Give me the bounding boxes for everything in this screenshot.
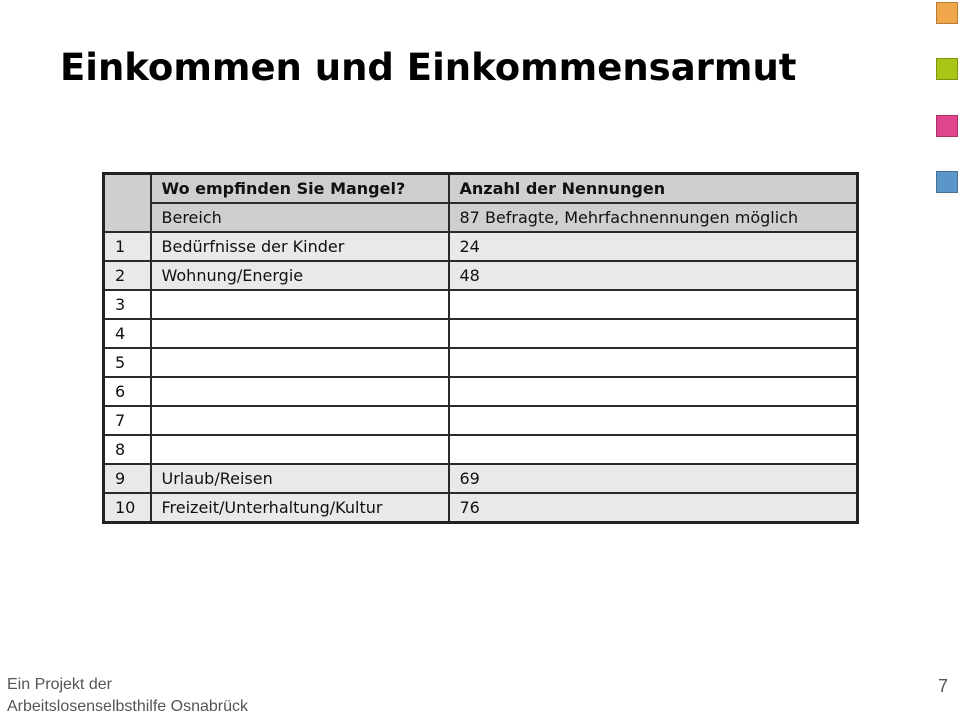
table-row (104, 377, 858, 406)
table-row (104, 493, 858, 523)
table-row (104, 232, 858, 261)
row-number: 5 (104, 348, 151, 377)
row-count: 24 (449, 232, 858, 261)
row-area: Freizeit/Unterhaltung/Kultur (151, 493, 449, 523)
table-row (104, 464, 858, 493)
table-row (104, 319, 858, 348)
subheader-count: 87 Befragte, Mehrfachnennungen möglich (449, 203, 858, 232)
row-number: 9 (104, 464, 151, 493)
blue-square-decoration (936, 171, 958, 193)
table-row (104, 290, 858, 319)
row-count (449, 290, 858, 319)
row-number: 8 (104, 435, 151, 464)
green-square-decoration (936, 58, 958, 80)
table-header-row (104, 174, 858, 204)
row-count: 76 (449, 493, 858, 523)
number-column-header (104, 174, 151, 233)
table-subheader-row (104, 203, 858, 232)
survey-table (102, 172, 859, 524)
row-count (449, 377, 858, 406)
header-area: Wo empfinden Sie Mangel? (151, 174, 449, 204)
row-number: 1 (104, 232, 151, 261)
row-area (151, 290, 449, 319)
subheader-area: Bereich (151, 203, 449, 232)
slide-title: Einkommen und Einkommensarmut (60, 46, 797, 89)
table-row (104, 435, 858, 464)
page-number: 7 (937, 676, 948, 696)
row-count: 69 (449, 464, 858, 493)
table-row (104, 261, 858, 290)
footer-line-2: Arbeitslosenselbsthilfe Osnabrück (7, 698, 249, 715)
row-area (151, 319, 449, 348)
row-area: Bedürfnisse der Kinder (151, 232, 449, 261)
row-count (449, 406, 858, 435)
row-count (449, 319, 858, 348)
row-area (151, 348, 449, 377)
row-area: Wohnung/Energie (151, 261, 449, 290)
row-number: 2 (104, 261, 151, 290)
row-number: 3 (104, 290, 151, 319)
row-area (151, 377, 449, 406)
footer-credit (7, 674, 248, 718)
orange-square-decoration (936, 2, 958, 24)
table-row (104, 406, 858, 435)
row-number: 4 (104, 319, 151, 348)
header-count: Anzahl der Nennungen (449, 174, 858, 204)
pink-square-decoration (936, 115, 958, 137)
row-number: 10 (104, 493, 151, 523)
table-row (104, 348, 858, 377)
row-area: Urlaub/Reisen (151, 464, 449, 493)
row-count (449, 435, 858, 464)
row-count: 48 (449, 261, 858, 290)
row-number: 6 (104, 377, 151, 406)
row-area (151, 406, 449, 435)
row-count (449, 348, 858, 377)
footer-line-1: Ein Projekt der (7, 676, 112, 693)
row-area (151, 435, 449, 464)
row-number: 7 (104, 406, 151, 435)
